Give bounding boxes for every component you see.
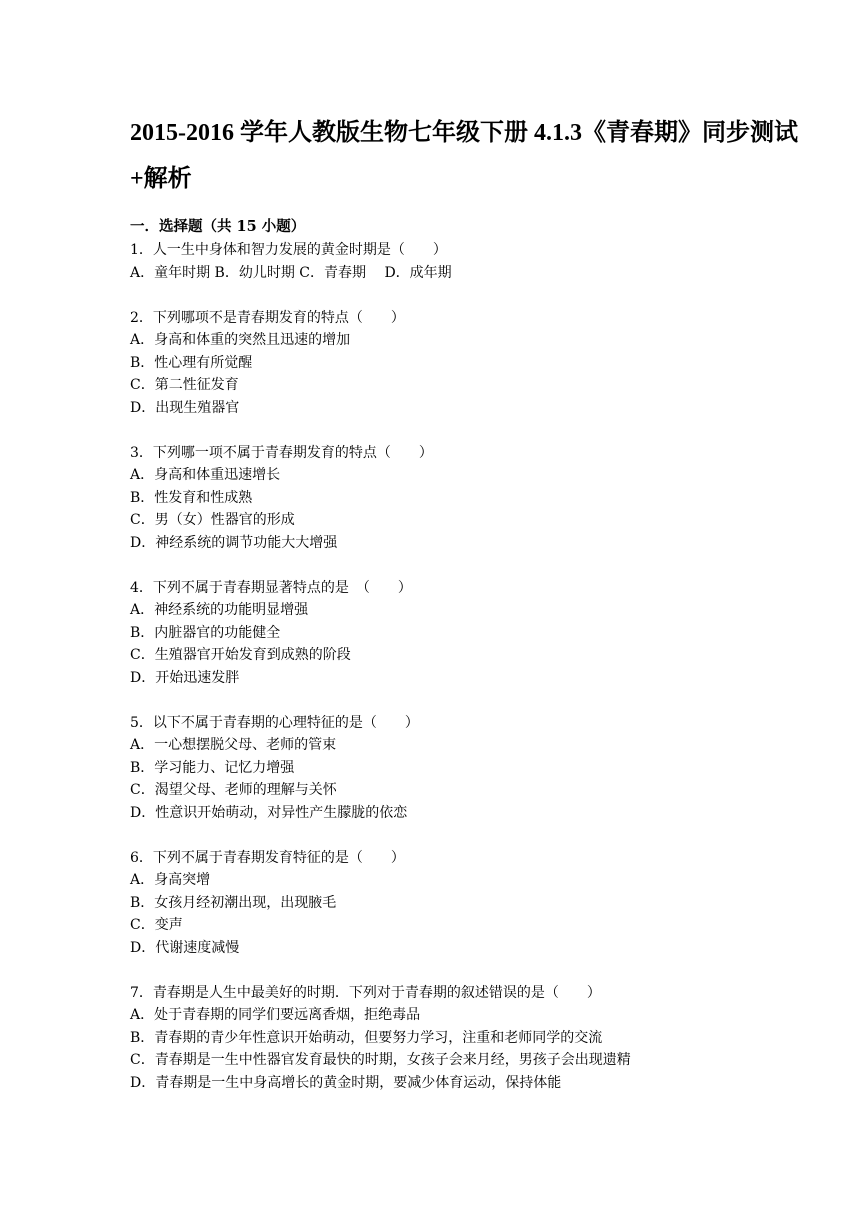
answer-option: A．处于青春期的同学们要远离香烟，拒绝毒品 bbox=[130, 1007, 421, 1023]
question-4 bbox=[130, 577, 770, 690]
answer-option: A．身高和体重迅速增长 bbox=[130, 467, 281, 483]
answer-option: A．神经系统的功能明显增强 bbox=[130, 602, 309, 618]
question-7 bbox=[130, 982, 770, 1095]
answer-option: B．内脏器官的功能健全 bbox=[130, 624, 281, 641]
question-stem: 3．下列哪一项不属于青春期发育的特点（ ） bbox=[130, 444, 433, 461]
question-stem: 4．下列不属于青春期显著特点的是 （ ） bbox=[130, 579, 412, 596]
answer-option: B．性心理有所觉醒 bbox=[130, 354, 253, 371]
answer-option: B．性发育和性成熟 bbox=[130, 489, 253, 506]
answer-option: D．代谢速度减慢 bbox=[130, 939, 240, 956]
answer-option: A．身高突增 bbox=[130, 872, 211, 888]
answer-option: C．男（女）性器官的形成 bbox=[130, 512, 295, 528]
answer-option: C．渴望父母、老师的理解与关怀 bbox=[130, 782, 337, 798]
question-6 bbox=[130, 847, 770, 960]
question-5 bbox=[130, 712, 770, 825]
answer-option: D．开始迅速发胖 bbox=[130, 669, 240, 686]
question-2 bbox=[130, 307, 770, 420]
title-line-1: 2015-2016 学年人教版生物七年级下册 4.1.3《青春期》同步测试 bbox=[130, 120, 798, 146]
answer-option: B．学习能力、记忆力增强 bbox=[130, 759, 295, 776]
answer-option: D．出现生殖器官 bbox=[130, 399, 240, 416]
section-heading: 一．选择题（共 15 小题） bbox=[130, 218, 306, 235]
answer-option: A．童年时期 B．幼儿时期 C．青春期 D．成年期 bbox=[130, 264, 452, 281]
answer-option: A．一心想摆脱父母、老师的管束 bbox=[130, 737, 337, 753]
answer-option: C．第二性征发育 bbox=[130, 377, 239, 393]
answer-option: D．青春期是一生中身高增长的黄金时期，要减少体育运动，保持体能 bbox=[130, 1074, 562, 1091]
answer-option: C．生殖器官开始发育到成熟的阶段 bbox=[130, 647, 351, 663]
title-line-2: +解析 bbox=[130, 166, 192, 192]
question-stem: 5．以下不属于青春期的心理特征的是（ ） bbox=[130, 714, 419, 731]
document-title bbox=[130, 110, 798, 202]
answer-option: B．青春期的青少年性意识开始萌动，但要努力学习，注重和老师同学的交流 bbox=[130, 1029, 603, 1046]
question-list bbox=[130, 239, 770, 1117]
question-3 bbox=[130, 442, 770, 555]
answer-option: D．性意识开始萌动，对异性产生朦胧的依恋 bbox=[130, 804, 408, 821]
answer-option: C．变声 bbox=[130, 917, 183, 933]
question-stem: 7．青春期是人生中最美好的时期．下列对于青春期的叙述错误的是（ ） bbox=[130, 984, 601, 1001]
question-stem: 1．人一生中身体和智力发展的黄金时期是（ ） bbox=[130, 242, 447, 258]
question-stem: 2．下列哪项不是青春期发育的特点（ ） bbox=[130, 309, 405, 326]
question-stem: 6．下列不属于青春期发育特征的是（ ） bbox=[130, 849, 405, 866]
answer-option: A．身高和体重的突然且迅速的增加 bbox=[130, 332, 351, 348]
answer-option: C．青春期是一生中性器官发育最快的时期，女孩子会来月经，男孩子会出现遗精 bbox=[130, 1052, 631, 1068]
answer-option: B．女孩月经初潮出现，出现腋毛 bbox=[130, 894, 337, 911]
answer-option: D．神经系统的调节功能大大增强 bbox=[130, 534, 338, 551]
question-1 bbox=[130, 239, 770, 284]
